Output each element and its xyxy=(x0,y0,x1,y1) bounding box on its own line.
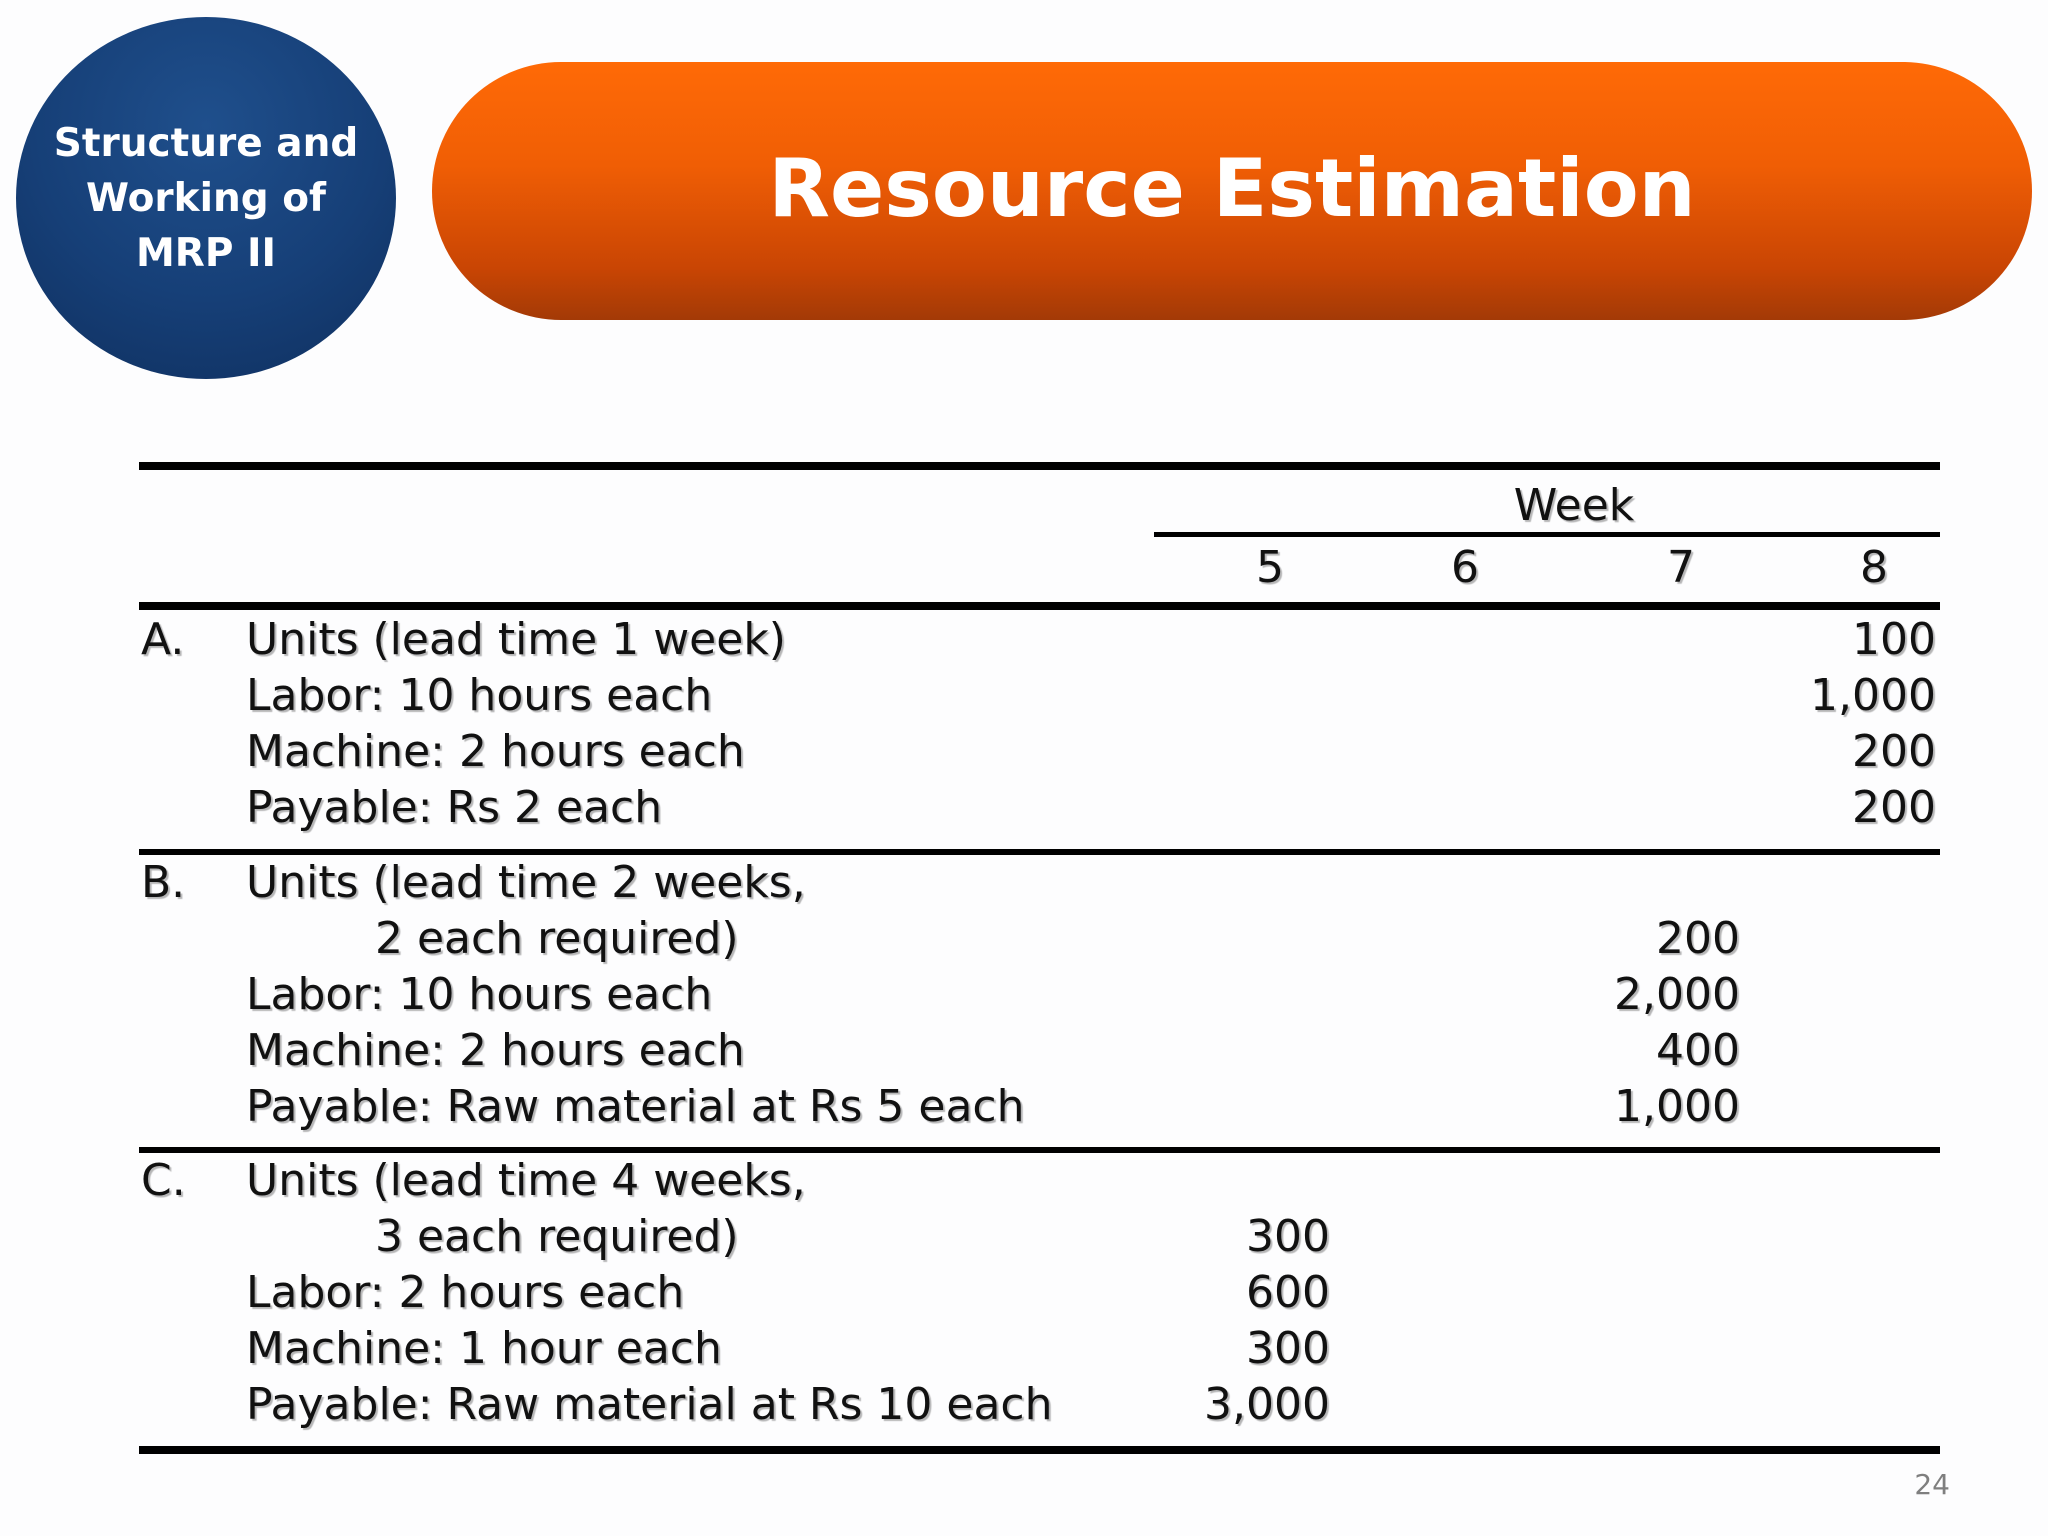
section-a-row-3-week8: 200 xyxy=(1852,726,1936,777)
week-col-5: 5 xyxy=(1256,542,1284,593)
section-c-row-4-week5: 300 xyxy=(1246,1323,1330,1374)
title-banner xyxy=(432,62,2032,320)
badge-line-2: Working of xyxy=(86,175,326,221)
section-badge xyxy=(16,17,396,379)
section-a-row-1-label: Units (lead time 1 week) xyxy=(246,614,786,665)
section-b-row-4-label: Machine: 2 hours each xyxy=(246,1025,745,1076)
section-a-row-2-label: Labor: 10 hours each xyxy=(246,670,713,721)
week-col-6: 6 xyxy=(1451,542,1479,593)
section-c-row-4-label: Machine: 1 hour each xyxy=(246,1323,722,1374)
week-col-7: 7 xyxy=(1667,542,1695,593)
week-header: Week xyxy=(1513,480,1635,531)
section-b-row-1-label: Units (lead time 2 weeks, xyxy=(246,857,806,908)
section-c-letter: C. xyxy=(141,1155,186,1206)
section-a-row-2-week8: 1,000 xyxy=(1810,670,1936,721)
section-a-row-4-week8: 200 xyxy=(1852,782,1936,833)
section-a-letter: A. xyxy=(141,614,185,665)
section-c-row-3-label: Labor: 2 hours each xyxy=(246,1267,685,1318)
section-b-row-5-week7: 1,000 xyxy=(1614,1081,1740,1132)
page-number: 24 xyxy=(1914,1468,1950,1501)
section-b-row-5-label: Payable: Raw material at Rs 5 each xyxy=(246,1081,1025,1132)
section-c-row-5-label: Payable: Raw material at Rs 10 each xyxy=(246,1379,1053,1430)
table-top-rule xyxy=(139,462,1940,470)
section-c-row-2-week5: 300 xyxy=(1246,1211,1330,1262)
section-b-row-2-label: 2 each required) xyxy=(375,913,739,964)
section-b-row-3-week7: 2,000 xyxy=(1614,969,1740,1020)
section-b-row-4-week7: 400 xyxy=(1656,1025,1740,1076)
section-c-row-2-label: 3 each required) xyxy=(375,1211,739,1262)
table-bottom-rule xyxy=(139,1446,1940,1454)
section-a-row-4-label: Payable: Rs 2 each xyxy=(246,782,663,833)
slide-title: Resource Estimation xyxy=(768,141,1696,235)
badge-line-1: Structure and xyxy=(53,120,359,166)
section-b-row-3-label: Labor: 10 hours each xyxy=(246,969,713,1020)
section-a-row-1-week8: 100 xyxy=(1852,614,1936,665)
header-bottom-rule xyxy=(139,602,1940,610)
section-b-letter: B. xyxy=(141,857,186,908)
section-c-row-3-week5: 600 xyxy=(1246,1267,1330,1318)
section-c-row-1-label: Units (lead time 4 weeks, xyxy=(246,1155,806,1206)
week-col-8: 8 xyxy=(1860,542,1888,593)
section-c-row-5-week5: 3,000 xyxy=(1204,1379,1330,1430)
section-b-row-2-week7: 200 xyxy=(1656,913,1740,964)
section-a-row-3-label: Machine: 2 hours each xyxy=(246,726,745,777)
badge-line-3: MRP II xyxy=(135,230,277,276)
